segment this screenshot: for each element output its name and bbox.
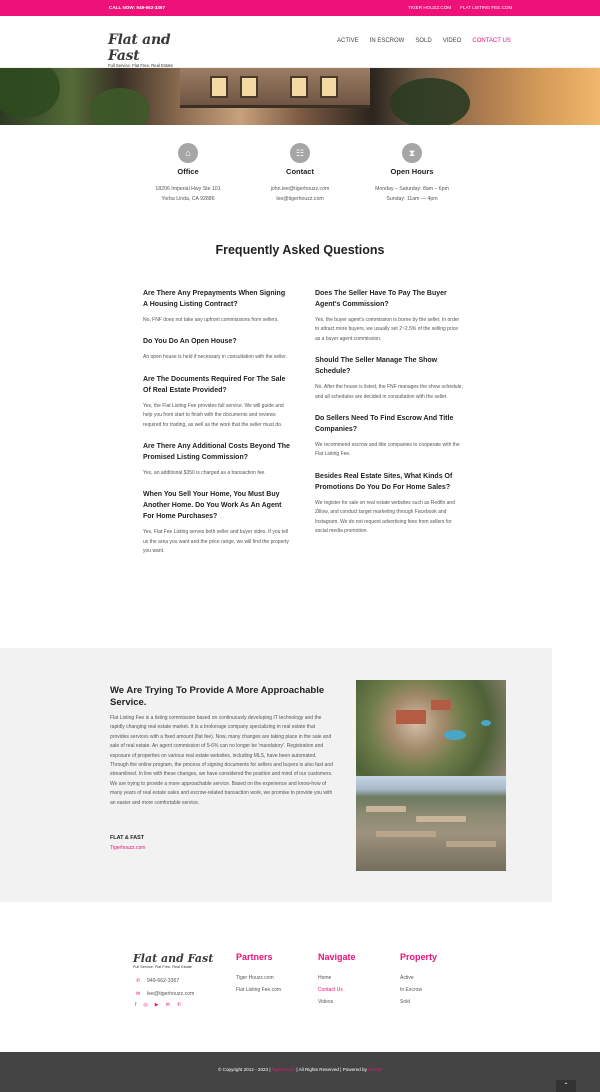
copyright-text: [0, 1067, 600, 1072]
phone-icon: ✆: [136, 978, 141, 984]
faq-question: Are The Documents Required For The Sale Of Real Estate Provided?: [143, 375, 286, 394]
window-shape: [210, 76, 228, 98]
nav-active[interactable]: ACTIVE: [337, 38, 359, 44]
contact-email2[interactable]: lee@tigerhouzz.com: [276, 196, 324, 202]
hours-line1: Monday – Saturday: 8am – 6pm: [375, 186, 449, 192]
shrub-shape: [90, 88, 150, 125]
window-shape: [290, 76, 308, 98]
faq-question: Does The Seller Have To Pay The Buyer Agent's Commission?: [315, 290, 447, 308]
phone-icon[interactable]: ✆: [176, 1002, 182, 1008]
footer-partners: [236, 952, 281, 996]
footer-navigate: [318, 952, 356, 1008]
contact-title: Contact: [286, 167, 314, 176]
flatlistingfee-link[interactable]: FLAT LISTING FEE.COM: [460, 5, 513, 10]
hourglass-icon: ⧗: [402, 143, 422, 163]
property-link-sold[interactable]: Sold: [400, 999, 411, 1005]
nav-video[interactable]: VIDEO: [442, 38, 462, 44]
faq-item: [143, 489, 291, 556]
faq-question: Do Sellers Need To Find Escrow And Title Companies?: [315, 415, 454, 434]
partners-title: Partners: [236, 952, 273, 962]
faq-answer: We recommend escrow and title companies to cooperate with the Flat Listing Fee.: [315, 442, 460, 458]
tree-shape: [390, 78, 470, 125]
top-bar: [0, 0, 600, 16]
aerial-photo: [356, 680, 506, 871]
footer-email[interactable]: [136, 991, 194, 997]
contact-email1[interactable]: john.lee@tigerhouzz.com: [270, 186, 330, 192]
nav-link-videos[interactable]: Videos: [318, 999, 334, 1005]
roof-row-shape: [416, 816, 466, 822]
nav-link-home[interactable]: Home: [318, 975, 332, 981]
footer-phone[interactable]: [136, 978, 179, 984]
copyright-pre: © Copyright 2012 - 2023 |: [217, 1067, 271, 1072]
faq-answer: Yes, an additional $350 is charged as a transaction fee.: [143, 470, 266, 477]
hours-line2: Sunday: 11am — 4pm: [386, 196, 438, 202]
faq-item: [143, 336, 291, 362]
faq-question: Besides Real Estate Sites, What Kinds Of Promotions Do You Do For Home Sales?: [315, 472, 453, 491]
copyright-bar: [0, 1052, 600, 1092]
tigerhouzz-link[interactable]: TIGER HOUZZ.COM: [408, 5, 452, 10]
roof-row-shape: [366, 806, 406, 812]
logo-tagline: Full Service. Flat Free. Real Estate: [108, 63, 173, 68]
faq-answer: Yes, Flat Fee Listing serves both seller and buyer sides. If you tell us the area you want and the price range, we will find the property you want.: [143, 529, 289, 555]
partner-link[interactable]: Flat Listing Fee.com: [236, 987, 282, 993]
envelope-icon: ✉: [136, 991, 141, 997]
hero-image: [0, 68, 600, 125]
partner-link[interactable]: Tiger Houzz.com: [236, 975, 274, 981]
faq-question: Are There Any Additional Costs Beyond The Promised Listing Commission?: [143, 443, 290, 462]
faq-item: [143, 288, 291, 325]
aerial-photo-bottom: [356, 776, 506, 871]
navigate-title: Navigate: [318, 952, 356, 962]
house-shape: [180, 68, 370, 108]
footer-phone-text: 949-662-3367: [147, 978, 180, 984]
about-title: We Are Trying To Provide A More Approachable Service.: [110, 685, 325, 708]
office-icon: ⌂: [178, 143, 198, 163]
facebook-icon[interactable]: f: [135, 1002, 137, 1008]
roof-row-shape: [376, 831, 436, 837]
footer-logo-tagline: Full Service. Flat Free. Real Estate: [133, 965, 192, 969]
faq-item: [315, 413, 463, 460]
faq-item: [315, 288, 463, 344]
nav-contact-us[interactable]: CONTACT US: [472, 38, 511, 44]
copyright-mid: | All Rights Reserved | Powered by: [296, 1067, 367, 1072]
footer-property: [400, 952, 437, 1008]
call-now-text[interactable]: CALL NOW: 949-662-3367: [109, 5, 165, 10]
nav-link-contact[interactable]: Contact Us: [318, 987, 343, 993]
roof-row-shape: [446, 841, 496, 847]
contact-card-icon: ☷: [290, 143, 310, 163]
faq-question: Are There Any Prepayments When Signing A Housing Listing Contract?: [143, 290, 286, 308]
faq-question: When You Sell Your Home, You Must Buy Another Home. Do You Work As An Agent For Home Purchases?: [143, 491, 282, 521]
footer: [0, 902, 600, 1052]
aerial-photo-top: [356, 680, 506, 776]
social-icons: [135, 1002, 181, 1008]
office-title: Office: [177, 167, 199, 176]
about-signature: FLAT & FAST: [110, 835, 145, 841]
roof-shape: [431, 700, 451, 710]
main-nav: [337, 38, 511, 44]
faq-question: Do You Do An Open House?: [143, 338, 237, 346]
faq-right-column: [315, 288, 463, 547]
pool-shape: [444, 730, 466, 740]
contact-info: [0, 125, 600, 215]
faq-answer: An open house is held if necessary in consultation with the seller.: [143, 354, 287, 361]
faq-left-column: [143, 288, 291, 568]
faq-item: [315, 471, 463, 537]
faq-question: Should The Seller Manage The Show Schedule?: [315, 357, 438, 376]
faq-answer: We register for sale on real estate websites such as Redfin and Zillow, and conduct target marketing through Facebook and Instagram. We do not request advertising fees from sellers for social media promotion.: [315, 499, 455, 535]
site-header: [0, 16, 600, 68]
chevron-up-icon: ⌃: [563, 1083, 569, 1089]
hours-block: [342, 143, 482, 204]
palm-tree-shape: [0, 68, 60, 118]
faq-title: Frequently Asked Questions: [215, 243, 385, 257]
top-links: [408, 5, 512, 10]
about-link[interactable]: Tigerhouzz.com: [110, 845, 146, 851]
faq-item: [143, 374, 291, 430]
mail-icon[interactable]: ✉: [165, 1002, 170, 1008]
scroll-to-top-button[interactable]: [556, 1080, 576, 1092]
faq-answer: No, FNF does not take any upfront commissions from sellers.: [143, 317, 279, 323]
office-line1: 18206 Imperial Hwy Ste 101: [155, 186, 221, 192]
copyright-power-link[interactable]: KREW: [368, 1067, 383, 1072]
instagram-icon[interactable]: ◎: [143, 1002, 148, 1008]
faq-item: [315, 355, 463, 402]
faq-answer: Yes, the buyer agent's commission is borne by the seller. In order to attract more buyers, we usually set 2~2.5% of the selling price as a buyer agent commission.: [315, 317, 460, 342]
property-title: Property: [400, 952, 438, 962]
faq-answer: Yes, the Flat Listing Fee provides full service. We will guide and help you from start to finish with the documents and reviews required for trading, as well as the work that the seller must do.: [143, 402, 284, 428]
copyright-brand-link[interactable]: TigerHouzz: [271, 1067, 296, 1072]
footer-logo-text: Flat and Fast: [133, 952, 214, 965]
property-link-escrow[interactable]: In Escrow: [400, 987, 422, 993]
youtube-icon[interactable]: ▶: [154, 1002, 159, 1008]
pool-shape: [481, 720, 491, 726]
logo-text: Flat and Fast: [108, 32, 171, 64]
nav-in-escrow[interactable]: IN ESCROW: [369, 38, 405, 44]
window-shape: [320, 76, 338, 98]
roof-shape: [396, 710, 426, 724]
faq-item: [143, 441, 291, 478]
window-shape: [240, 76, 258, 98]
logo[interactable]: [108, 32, 198, 68]
footer-email-text: lee@tigerhouzz.com: [147, 991, 195, 997]
nav-sold[interactable]: SOLD: [415, 38, 432, 44]
office-line2: Yorba Linda, CA 92886: [161, 196, 215, 202]
faq-answer: No. After the house is listed, the FNF manages the show schedule, and all schedules are decided in consultation with the seller.: [315, 384, 463, 400]
hours-title: Open Hours: [390, 167, 434, 176]
footer-logo[interactable]: [133, 952, 223, 969]
property-link-active[interactable]: Active: [400, 975, 414, 981]
about-body: Flat Listing Fee is a listing commission based on continuously developing IT technology and the rapidly changing real estate market. It is a brokerage company specializing in real estate that provides services with a fixed amount (flat fee). Now, many changes are taking place in the sale and sale of real estate. An agent commission of 5-6% can no longer be 'mandatory'. Registration and exposure of properties on various real estate websites, including MLS, have been automated. Through the online program, the process of signing documents for sellers and buyers is also fast and streamlined. In line with these changes, we have considered the position and mind of our customers. We are trying to provide a more approachable service. Based on the experience and know-how of many years of real estate sales and escrow-related transaction work, we promise to provide you with an easier and more comfortable service.: [110, 715, 333, 806]
